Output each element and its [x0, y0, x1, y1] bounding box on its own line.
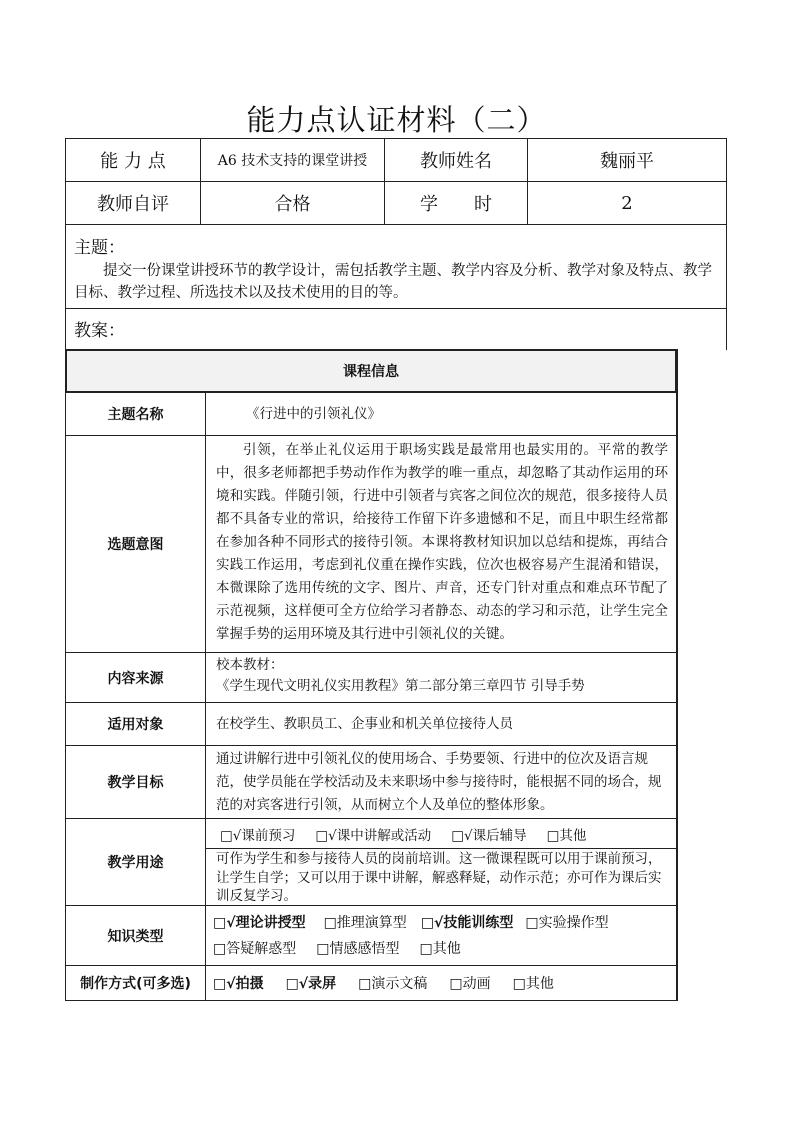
eval-value: 合格: [200, 181, 385, 225]
row-label-source: 内容来源: [65, 652, 206, 703]
eval-label: 教师自评: [65, 181, 201, 225]
hours-label: 学 时: [384, 181, 528, 225]
knowledge-option-qa[interactable]: □答疑解惑型: [213, 941, 297, 957]
row-label-knowledge: 知识类型: [65, 905, 206, 966]
intent-value: 引领，在举止礼仪运用于职场实践是最常用也最实用的。平常的教学中，很多老师都把手势动作作为教学的唯一重点，却忽略了其动作运用的环境和实践。伴随引领，行进中引领者与宾客之间位次的规范，很多接待人员都不具备专业的常识，给接待工作留下许多遗憾和不足，而且中职生经常都在参加各种不同形式的接待引领。本课将教材知识加以总结和提炼，再结合实践工作运用，考虑到礼仪重在操作实践，位次也极容易产生混淆和错误，本微课除了选用传统的文字、图片、声音，还专门针对重点和难点环节配了示范视频，这样便可全方位给学习者静态、动态的学习和示范，让学生完全掌握手势的运用环境及其行进中引领礼仪的关键。: [205, 435, 677, 653]
usage-options: [205, 818, 677, 849]
production-option-filming[interactable]: □√拍摄: [213, 976, 264, 992]
document-title: 能力点认证材料（二）: [246, 103, 547, 137]
row-label-goal: 教学目标: [65, 745, 206, 819]
hours-value: 2: [527, 181, 727, 225]
source-value: [205, 652, 677, 703]
knowledge-options: [205, 905, 677, 966]
plan-section: [65, 308, 727, 350]
knowledge-option-experiment[interactable]: □实验操作型: [525, 915, 609, 931]
production-option-slides[interactable]: □演示文稿: [358, 976, 428, 992]
ability-label: 能 力 点: [65, 138, 201, 182]
production-option-animation[interactable]: □动画: [449, 976, 491, 992]
knowledge-option-theory[interactable]: □√理论讲授型: [213, 915, 306, 931]
row-label-intent: 选题意图: [65, 435, 206, 653]
production-options: [205, 965, 677, 1001]
row-label-production: 制作方式(可多选): [65, 965, 206, 1001]
topic-name-value: 《行进中的引领礼仪》: [205, 392, 677, 436]
knowledge-option-reasoning[interactable]: □推理演算型: [323, 915, 407, 931]
teacher-value: 魏丽平: [527, 138, 727, 182]
course-info-header: [65, 349, 677, 393]
knowledge-option-emotion[interactable]: □情感感悟型: [316, 941, 400, 957]
table-right-border: [676, 349, 678, 1001]
course-info-title: 课程信息: [343, 364, 399, 380]
row-label-topic: 主题名称: [65, 392, 206, 436]
usage-option-inclass[interactable]: □√课中讲解或活动: [315, 827, 432, 844]
usage-value: 可作为学生和参与接待人员的岗前培训。这一微课程既可以用于课前预习，让学生自学；又可以用于课中讲解，解惑释疑，动作示范；亦可作为课后实训反复学习。: [205, 848, 677, 906]
production-option-other[interactable]: □其他: [512, 976, 554, 992]
usage-option-afterclass[interactable]: □√课后辅导: [451, 827, 527, 844]
knowledge-option-skill[interactable]: □√技能训练型: [420, 915, 514, 931]
plan-label: 教案：: [74, 321, 125, 341]
usage-option-preview[interactable]: □√课前预习: [220, 827, 296, 844]
knowledge-option-other[interactable]: □其他: [419, 941, 461, 957]
source-line-2: 《学生现代文明礼仪实用教程》第二部分第三章四节 引导手势: [216, 678, 585, 694]
production-option-screen[interactable]: □√录屏: [285, 976, 337, 992]
usage-option-other[interactable]: □其他: [546, 827, 587, 844]
source-line-1: 校本教材：: [216, 657, 284, 673]
row-label-usage: 教学用途: [65, 818, 206, 906]
teacher-label: 教师姓名: [384, 138, 528, 182]
goal-value: 通过讲解行进中引领礼仪的使用场合、手势要领、行进中的位次及语言规范，使学员能在学校活动及未来职场中参与接待时，能根据不同的场合，规范的对宾客进行引领，从而树立个人及单位的整体形象。: [205, 745, 677, 819]
topic-text: 提交一份课堂讲授环节的教学设计，需包括教学主题、教学内容及分析、教学对象及特点、教学目标、教学过程、所选技术以及技术使用的目的等。: [74, 263, 712, 301]
ability-value: A6 技术支持的课堂讲授: [200, 138, 385, 182]
topic-section: [65, 224, 727, 309]
topic-label: 主题：: [74, 238, 125, 258]
row-label-audience: 适用对象: [65, 702, 206, 746]
audience-value: 在校学生、教职员工、企事业和机关单位接待人员: [205, 702, 677, 746]
